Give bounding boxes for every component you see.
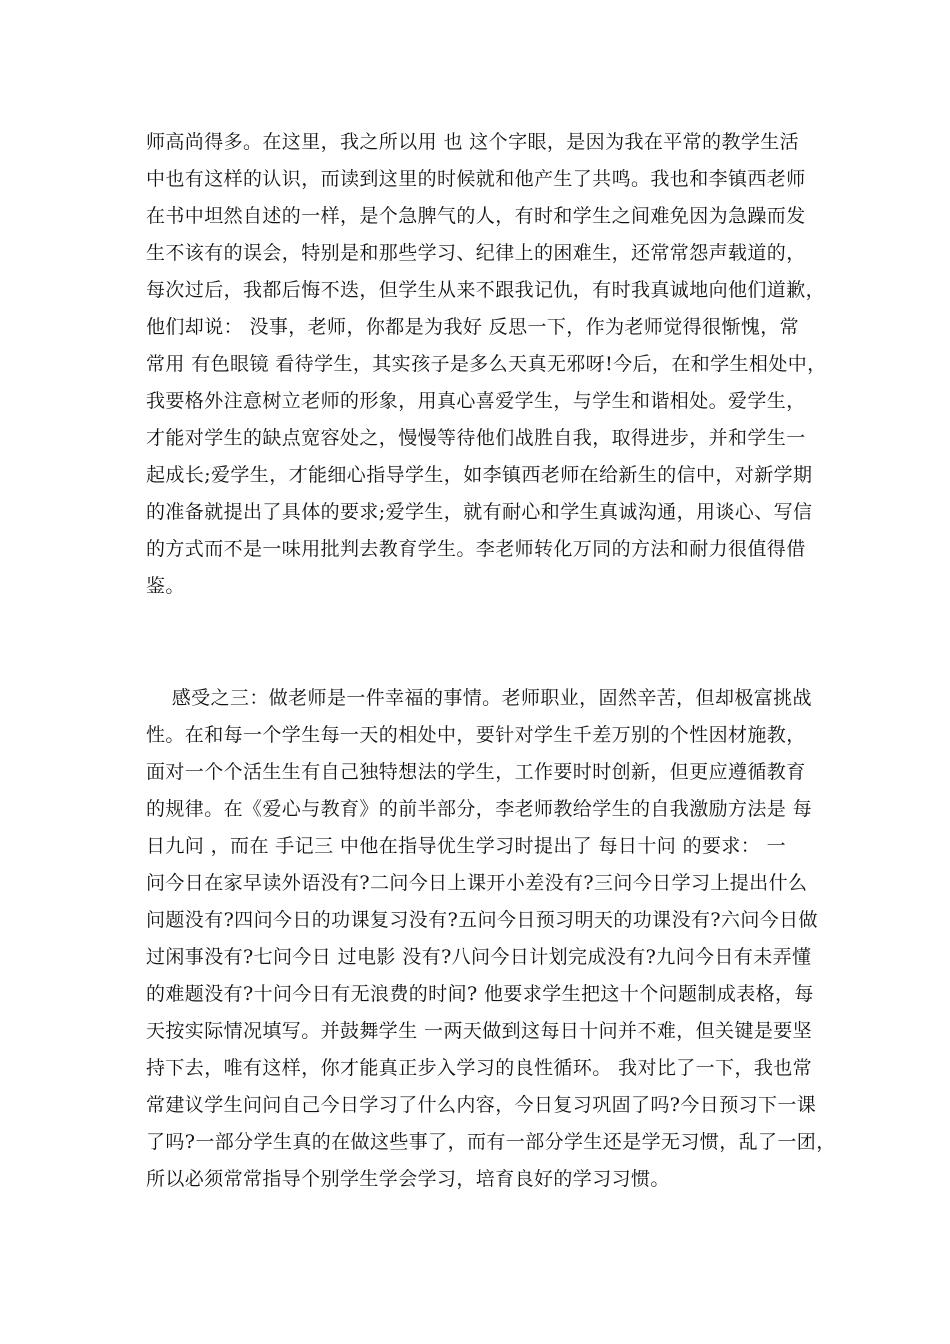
text-line: 鉴。 <box>146 575 185 597</box>
paragraph-2 <box>146 680 836 1198</box>
text-line: 生不该有的误会，特别是和那些学习、纪律上的困难生，还常常怨声载道的， <box>146 242 806 264</box>
text-line: 性。在和每一个学生每一天的相处中，要针对学生千差万别的个性因材施教， <box>146 724 806 746</box>
text-line: 在书中坦然自述的一样，是个急脾气的人，有时和学生之间难免因为急躁而发 <box>146 205 806 227</box>
text-line: 起成长;爱学生，才能细心指导学生，如李镇西老师在给新生的信中，对新学期 <box>146 464 813 486</box>
text-line: 中也有这样的认识，而读到这里的时候就和他产生了共鸣。我也和李镇西老师 <box>146 168 806 190</box>
text-line: 感受之三：做老师是一件幸福的事情。老师职业，固然辛苦，但却极富挑战 <box>146 687 812 709</box>
text-line: 过闲事没有?七问今日 过电影 没有?八问今日计划完成没有?九问今日有未弄懂 <box>146 946 812 968</box>
text-line: 问今日在家早读外语没有?二问今日上课开小差没有?三问今日学习上提出什么 <box>146 872 808 894</box>
text-line: 的方式而不是一味用批判去教育学生。李老师转化万同的方法和耐力很值得借 <box>146 538 806 560</box>
text-line: 了吗?一部分学生真的在做这些事了，而有一部分学生还是学无习惯，乱了一团， <box>146 1131 836 1153</box>
text-line: 我要格外注意树立老师的形象，用真心喜爱学生，与学生和谐相处。爱学生， <box>146 390 806 412</box>
text-line: 所以必须常常指导个别学生学会学习，培育良好的学习习惯。 <box>146 1168 670 1190</box>
text-line: 的难题没有?十问今日有无浪费的时间? 他要求学生把这十个问题制成表格，每 <box>146 983 814 1005</box>
text-line: 每次过后，我都后悔不迭，但学生从来不跟我记仇，有时我真诚地向他们道歉， <box>146 279 826 301</box>
text-line: 的准备就提出了具体的要求;爱学生，就有耐心和学生真诚沟通，用谈心、写信 <box>146 501 813 523</box>
text-line: 常用 有色眼镜 看待学生，其实孩子是多么天真无邪呀!今后，在和学生相处中， <box>146 353 827 375</box>
text-line: 天按实际情况填写。并鼓舞学生 一两天做到这每日十问并不难，但关键是要坚 <box>146 1020 813 1042</box>
text-line: 师高尚得多。在这里，我之所以用 也 这个字眼，是因为我在平常的教学生活 <box>146 131 800 153</box>
text-line: 常建议学生问问自己今日学习了什么内容，今日复习巩固了吗?今日预习下一课 <box>146 1094 817 1116</box>
text-line: 日九问 ，而在 手记三 中他在指导优生学习时提出了 每日十问 的要求： 一 <box>146 835 787 857</box>
paragraph-1 <box>146 124 826 605</box>
text-line: 才能对学生的缺点宽容处之，慢慢等待他们战胜自我，取得进步，并和学生一 <box>146 427 806 449</box>
text-line: 持下去，唯有这样，你才能真正步入学习的良性循环。 我对比了一下，我也常 <box>146 1057 813 1079</box>
text-line: 问题没有?四问今日的功课复习没有?五问今日预习明天的功课没有?六问今日做 <box>146 909 818 931</box>
text-line: 的规律。在《爱心与教育》的前半部分，李老师教给学生的自我激励方法是 每 <box>146 798 813 820</box>
text-line: 他们却说： 没事，老师，你都是为我好 反思一下，作为老师觉得很惭愧，常 <box>146 316 800 338</box>
text-line: 面对一个个活生生有自己独特想法的学生，工作要时时创新，但更应遵循教育 <box>146 761 806 783</box>
